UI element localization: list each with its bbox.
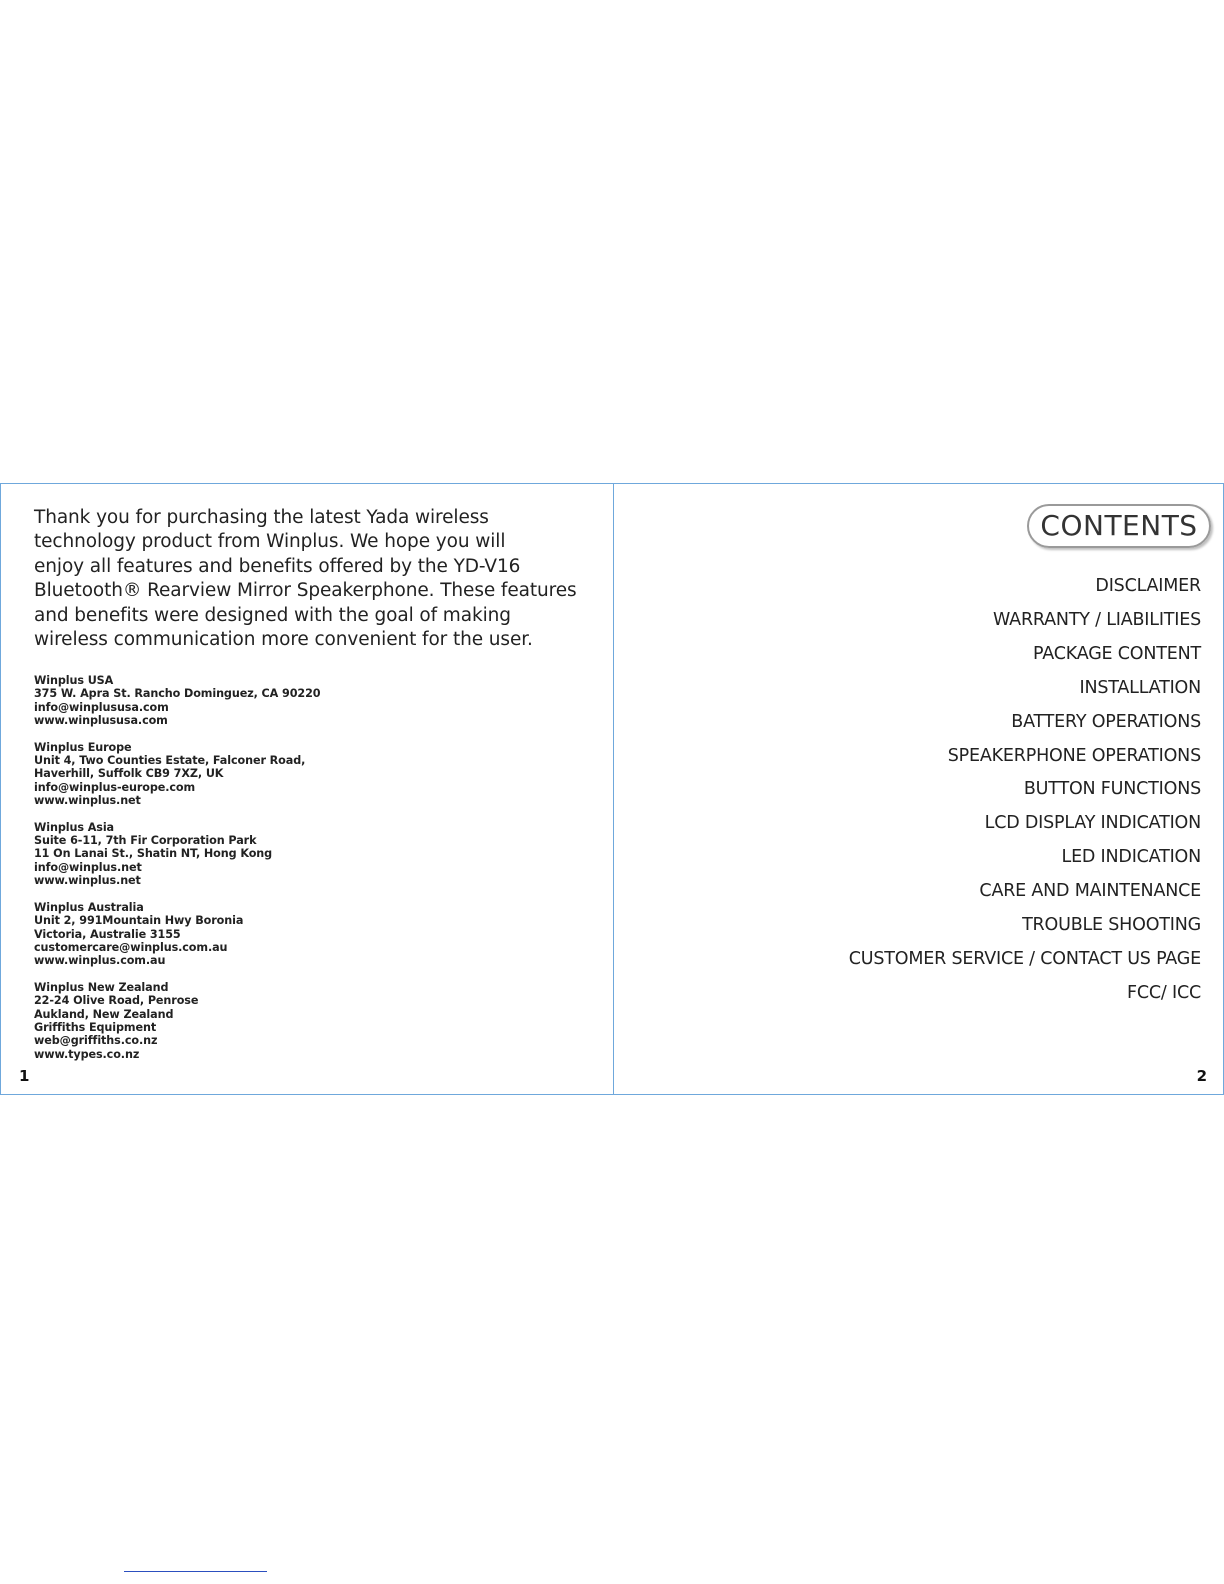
address-usa (34, 674, 594, 727)
address-line: Aukland, New Zealand (34, 1007, 174, 1021)
toc-item-trouble-shooting[interactable]: TROUBLE SHOOTING (1022, 915, 1201, 936)
address-asia (34, 821, 594, 887)
address-line: Unit 4, Two Counties Estate, Falconer Road, (34, 754, 306, 768)
intro-line: Thank you for purchasing the latest Yada wireless (34, 507, 489, 528)
address-line: Suite 6-11, 7th Fir Corporation Park (34, 834, 257, 848)
address-new-zealand (34, 981, 594, 1061)
toc-item-warranty[interactable]: WARRANTY / LIABILITIES (993, 609, 1201, 630)
address-line: Winplus Asia (34, 820, 115, 834)
toc-item-speakerphone-operations[interactable]: SPEAKERPHONE OPERATIONS (947, 745, 1201, 766)
address-line: Winplus Europe (34, 740, 132, 754)
toc-item-customer-service[interactable]: CUSTOMER SERVICE / CONTACT US PAGE (848, 948, 1201, 969)
intro-line: wireless communication more convenient for the user. (34, 629, 533, 651)
intro-paragraph (34, 506, 594, 652)
toc-item-disclaimer[interactable]: DISCLAIMER (1095, 576, 1201, 596)
toc-item-lcd-display[interactable]: LCD DISPLAY INDICATION (984, 813, 1201, 834)
regional-addresses (34, 674, 594, 1074)
left-page (0, 483, 614, 1095)
toc-item-care-maintenance[interactable]: CARE AND MAINTENANCE (979, 881, 1201, 902)
address-line: 11 On Lanai St., Shatin NT, Hong Kong (34, 847, 273, 861)
address-line: 22-24 Olive Road, Penrose (34, 994, 199, 1008)
booklet-spread (0, 483, 1224, 1097)
right-page (613, 483, 1224, 1095)
address-line: Haverhill, Suffolk CB9 7XZ, UK (34, 767, 224, 781)
intro-line: and benefits were designed with the goal of making (34, 604, 511, 626)
address-line: Winplus USA (34, 674, 114, 687)
intro-line: Bluetooth® Rearview Mirror Speakerphone. These features (34, 580, 577, 602)
website-link[interactable]: www.winplus.com.au (34, 954, 166, 968)
page-number: 1 (19, 1067, 30, 1085)
address-line: Griffiths Equipment (34, 1020, 157, 1034)
toc-item-fcc-icc[interactable]: FCC/ ICC (1127, 982, 1201, 1003)
email-link[interactable]: info@winplus-europe.com (34, 780, 196, 794)
toc-item-led-indication[interactable]: LED INDICATION (1061, 847, 1201, 868)
toc-item-button-functions[interactable]: BUTTON FUNCTIONS (1023, 779, 1201, 800)
toc-item-installation[interactable]: INSTALLATION (1079, 677, 1201, 698)
intro-line: technology product from Winplus. We hope you will (34, 531, 506, 553)
website-link[interactable]: www.winplus.net (34, 874, 141, 888)
intro-line: enjoy all features and benefits offered by the YD-V16 (34, 555, 521, 577)
address-australia (34, 901, 594, 967)
website-link[interactable]: www.winplus.net (34, 793, 141, 807)
address-line: Victoria, Australie 3155 (34, 927, 181, 941)
toc-item-package-content[interactable]: PACKAGE CONTENT (1033, 643, 1201, 664)
toc-item-battery-operations[interactable]: BATTERY OPERATIONS (1011, 711, 1201, 732)
address-line: 375 W. Apra St. Rancho Dominguez, CA 90220 (34, 687, 321, 701)
email-link[interactable]: customercare@winplus.com.au (34, 940, 228, 954)
email-link[interactable]: info@winplus.net (34, 860, 142, 874)
table-of-contents (849, 570, 1201, 1011)
address-europe (34, 741, 594, 807)
email-link[interactable]: web@griffiths.co.nz (34, 1034, 158, 1048)
email-link[interactable]: info@winplususa.com (34, 700, 169, 714)
page-number: 2 (1196, 1067, 1207, 1085)
address-line: Winplus Australia (34, 900, 144, 914)
address-line: Unit 2, 991Mountain Hwy Boronia (34, 914, 244, 928)
website-link[interactable]: www.winplususa.com (34, 713, 168, 727)
address-line: Winplus New Zealand (34, 981, 169, 995)
website-link[interactable]: www.types.co.nz (34, 1047, 140, 1061)
contents-title: CONTENTS (1027, 504, 1211, 548)
link-underline (124, 1571, 267, 1572)
